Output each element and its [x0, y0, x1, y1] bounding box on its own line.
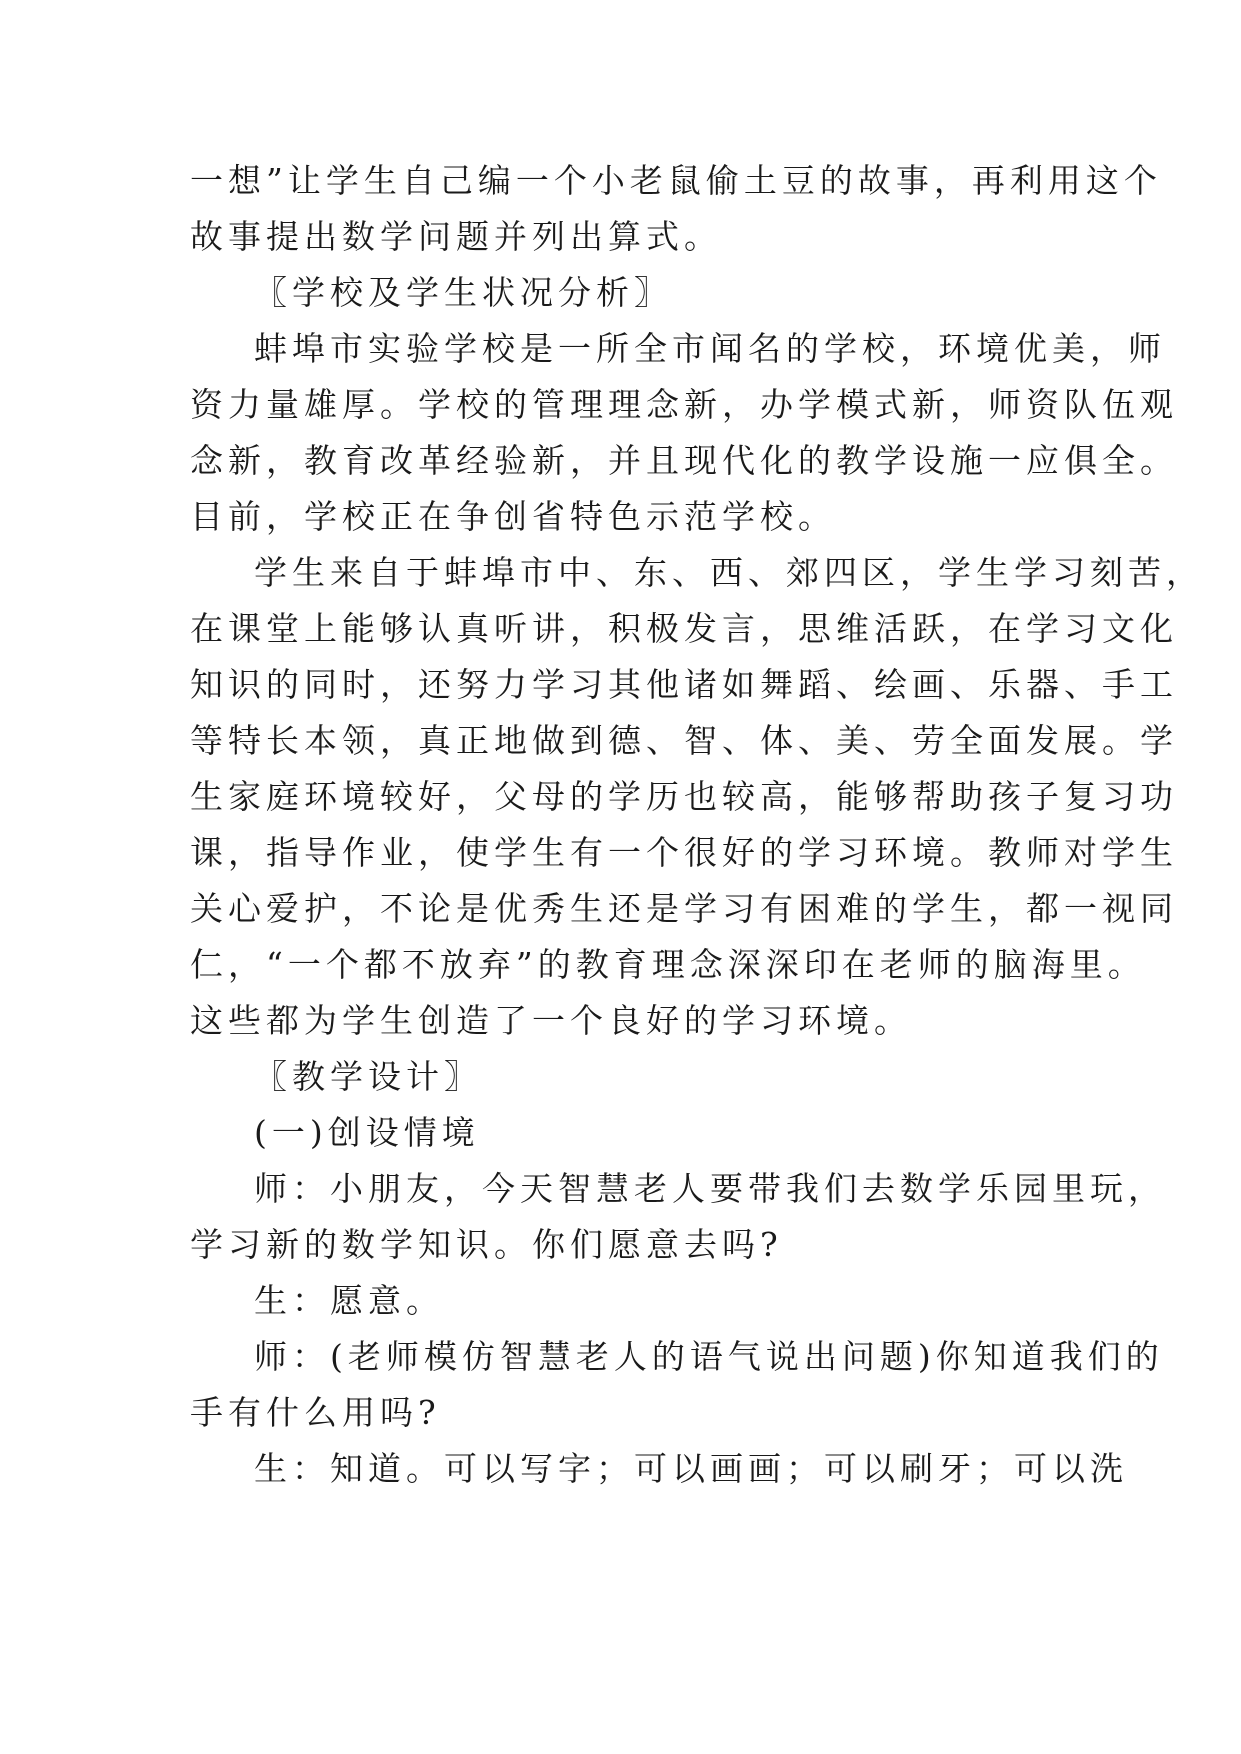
text-line: 等特长本领，真正地做到德、智、体、美、劳全面发展。学 [190, 721, 1178, 760]
dialogue-line: 学习新的数学知识。你们愿意去吗? [190, 1225, 783, 1264]
section-heading: 〖学校及学生状况分析〗 [254, 273, 672, 312]
document-page [190, 153, 1204, 1497]
text-line: 故事提出数学问题并列出算式。 [190, 217, 722, 256]
dialogue-line: 手有什么用吗? [190, 1393, 441, 1432]
dialogue-line: 生：知道。可以写字；可以画画；可以刷牙；可以洗 [254, 1449, 1128, 1488]
dialogue-line: 生：愿意。 [254, 1281, 444, 1320]
dialogue-line: 师：(老师模仿智慧老人的语气说出问题)你知道我们的 [254, 1337, 1164, 1376]
text-line: 课，指导作业，使学生有一个很好的学习环境。教师对学生 [190, 833, 1178, 872]
text-line: 一想”让学生自己编一个小老鼠偷土豆的故事，再利用这个 [190, 161, 1162, 200]
text-line: 关心爱护，不论是优秀生还是学习有困难的学生，都一视同 [190, 889, 1178, 928]
text-line: 知识的同时，还努力学习其他诸如舞蹈、绘画、乐器、手工 [190, 665, 1178, 704]
section-heading: 〖教学设计〗 [254, 1057, 482, 1096]
text-line: 念新，教育改革经验新，并且现代化的教学设施一应俱全。 [190, 441, 1178, 480]
text-line: 学生来自于蚌埠市中、东、西、郊四区，学生学习刻苦， [254, 553, 1204, 592]
text-line: 目前，学校正在争创省特色示范学校。 [190, 497, 836, 536]
subsection-heading: (一)创设情境 [254, 1113, 480, 1152]
text-line: 生家庭环境较好，父母的学历也较高，能够帮助孩子复习功 [190, 777, 1178, 816]
text-line: 这些都为学生创造了一个良好的学习环境。 [190, 1001, 912, 1040]
dialogue-line: 师：小朋友，今天智慧老人要带我们去数学乐园里玩， [254, 1169, 1166, 1208]
text-line: 在课堂上能够认真听讲，积极发言，思维活跃，在学习文化 [190, 609, 1178, 648]
text-line: 蚌埠市实验学校是一所全市闻名的学校，环境优美，师 [254, 329, 1166, 368]
text-line: 资力量雄厚。学校的管理理念新，办学模式新，师资队伍观 [190, 385, 1178, 424]
text-line: 仁，“一个都不放弃”的教育理念深深印在老师的脑海里。 [190, 945, 1146, 984]
